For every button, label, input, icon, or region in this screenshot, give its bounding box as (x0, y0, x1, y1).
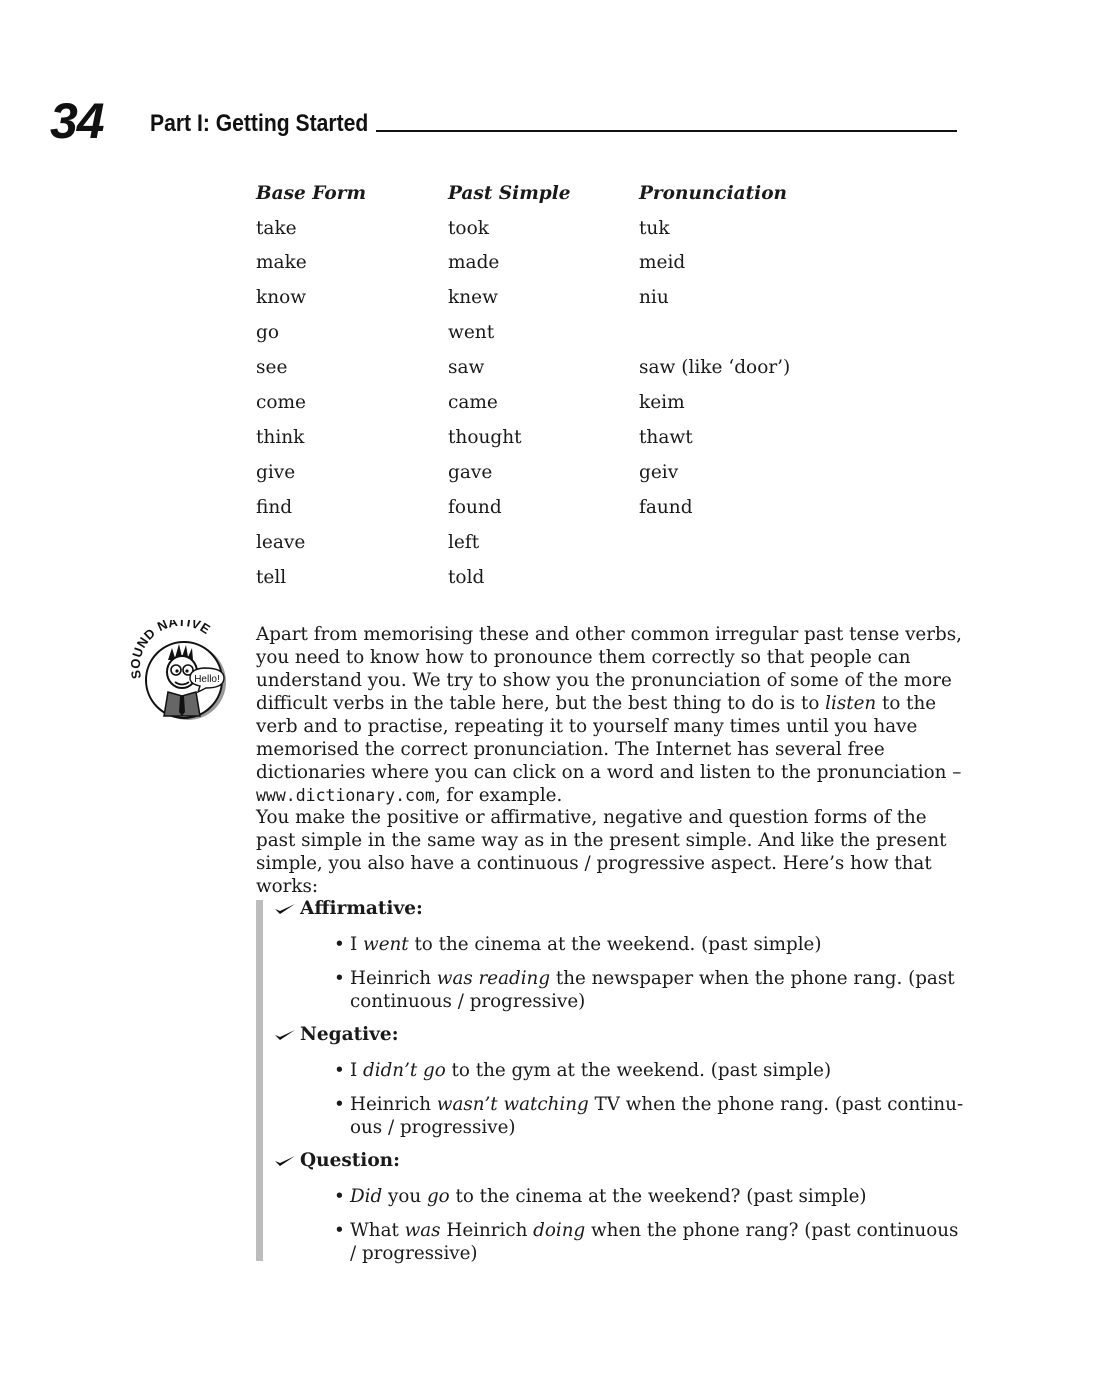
past-simple-cell: knew (448, 287, 498, 309)
past-simple-cell: came (448, 392, 498, 414)
list-item (334, 967, 964, 1013)
pronunciation-cell: meid (639, 252, 686, 274)
bullet-icon: • (334, 968, 345, 989)
pronunciation-cell: saw (like ‘door’) (639, 357, 791, 379)
item-text: What (350, 1220, 405, 1241)
item-text: when the phone rang? (past continuous / progressive) (350, 1220, 959, 1264)
item-emphasis: was (404, 1220, 441, 1241)
list-item (334, 1093, 964, 1139)
list-item (334, 1059, 964, 1082)
question-label: Question: (300, 1150, 400, 1171)
item-emphasis: go (426, 1186, 450, 1207)
question-heading (274, 1150, 400, 1171)
past-simple-cell: gave (448, 461, 493, 483)
sound-native-icon (128, 620, 232, 724)
bullet-icon: • (334, 1220, 345, 1241)
negative-heading (274, 1024, 399, 1045)
item-text: to the cinema at the weekend? (past simple) (449, 1186, 867, 1207)
tip-text-2: to the verb and to practise, repeating it to yourself many times until you have memorised the correct pronunciation. The Internet has several free dictionaries where you can click on a word and listen to the pronunciation – (256, 693, 962, 783)
tip-paragraph (256, 623, 966, 807)
bullet-icon: • (334, 1186, 345, 1207)
item-text: to the gym at the weekend. (past simple) (445, 1060, 832, 1081)
verb-table (256, 183, 939, 601)
table-row (256, 462, 939, 497)
list-item (334, 1185, 964, 1208)
pronunciation-cell: niu (639, 287, 669, 309)
list-side-bar (256, 900, 263, 1261)
pronunciation-cell: thawt (639, 426, 693, 448)
item-emphasis: didn’t go (363, 1060, 446, 1081)
table-row (256, 252, 939, 287)
base-form-cell: tell (256, 566, 287, 588)
item-text: TV when the phone rang. (past continuous / progressive) (350, 1094, 964, 1138)
body-paragraph: You make the positive or affirmative, negative and question forms of the past simple in the same way as in the present simple. And like the present simple, you also have a continuous / progressive aspect. Here’s how that works: (256, 807, 947, 897)
table-row (256, 218, 939, 253)
base-form-cell: give (256, 461, 296, 483)
base-form-cell: know (256, 287, 307, 309)
list-item (334, 933, 964, 956)
check-mark-icon (274, 1154, 296, 1168)
header-rule (376, 130, 957, 132)
table-row (256, 392, 939, 427)
check-mark-icon (274, 902, 296, 916)
item-emphasis: doing (533, 1220, 586, 1241)
item-text: you (382, 1186, 427, 1207)
item-emphasis: Did (350, 1186, 383, 1207)
base-form-cell: see (256, 357, 288, 379)
tip-emphasis-listen: listen (825, 693, 877, 714)
item-text: I (350, 934, 364, 955)
item-emphasis: was reading (436, 968, 551, 989)
table-row (256, 322, 939, 357)
dictionary-url: www.dictionary.com (256, 786, 435, 805)
past-simple-cell: went (448, 322, 495, 344)
base-form-cell: come (256, 392, 306, 414)
affirmative-heading (274, 898, 423, 919)
past-simple-cell: took (448, 217, 489, 239)
table-row (256, 357, 939, 392)
affirmative-label: Affirmative: (300, 898, 423, 919)
item-text: Heinrich (350, 968, 437, 989)
bullet-icon: • (334, 1060, 345, 1081)
table-row (256, 287, 939, 322)
item-text: the newspaper when the phone rang. (past continuous / progressive) (350, 968, 955, 1012)
negative-label: Negative: (300, 1024, 399, 1045)
pronunciation-cell: tuk (639, 217, 670, 239)
list-item (334, 1219, 964, 1265)
item-text: I (350, 1060, 364, 1081)
icon-arc-text: SOUND NATIVE (128, 620, 214, 681)
item-text: to the cinema at the weekend. (past simple) (408, 934, 822, 955)
check-mark-icon (274, 1028, 296, 1042)
base-form-cell: think (256, 426, 305, 448)
bullet-icon: • (334, 1094, 345, 1115)
base-form-cell: leave (256, 531, 306, 553)
base-form-cell: find (256, 496, 293, 518)
item-emphasis: wasn’t watching (436, 1094, 589, 1115)
column-header-past-simple: Past Simple (448, 183, 571, 204)
past-simple-cell: left (448, 531, 480, 553)
tip-text-1: Apart from memorising these and other common irregular past tense verbs, you need to know how to pronounce them correctly so that people can understand you. We try to show you the pronunciation of some of the more difficult verbs in the table here, but the best thing to do is to (256, 624, 962, 714)
icon-bubble-text: Hello! (194, 674, 220, 685)
past-simple-cell: made (448, 252, 500, 274)
item-emphasis: went (363, 934, 409, 955)
verb-table-header-row (256, 183, 939, 218)
base-form-cell: make (256, 252, 307, 274)
past-simple-cell: told (448, 566, 485, 588)
past-simple-cell: thought (448, 426, 522, 448)
item-text: Heinrich (350, 1094, 437, 1115)
base-form-cell: take (256, 217, 297, 239)
running-head-title: Part I: Getting Started (150, 110, 369, 137)
item-text: Heinrich (440, 1220, 534, 1241)
column-header-pronunciation: Pronunciation (639, 183, 787, 204)
pronunciation-cell: keim (639, 392, 685, 414)
table-row (256, 427, 939, 462)
table-row (256, 567, 939, 602)
tip-text-3: , for example. (434, 785, 563, 806)
pronunciation-cell: faund (639, 496, 693, 518)
column-header-base-form: Base Form (256, 183, 367, 204)
base-form-cell: go (256, 322, 279, 344)
pronunciation-cell: geiv (639, 461, 679, 483)
page-number: 34 (50, 93, 104, 149)
table-row (256, 532, 939, 567)
table-row (256, 497, 939, 532)
bullet-icon: • (334, 934, 345, 955)
past-simple-cell: found (448, 496, 502, 518)
past-simple-cell: saw (448, 357, 485, 379)
